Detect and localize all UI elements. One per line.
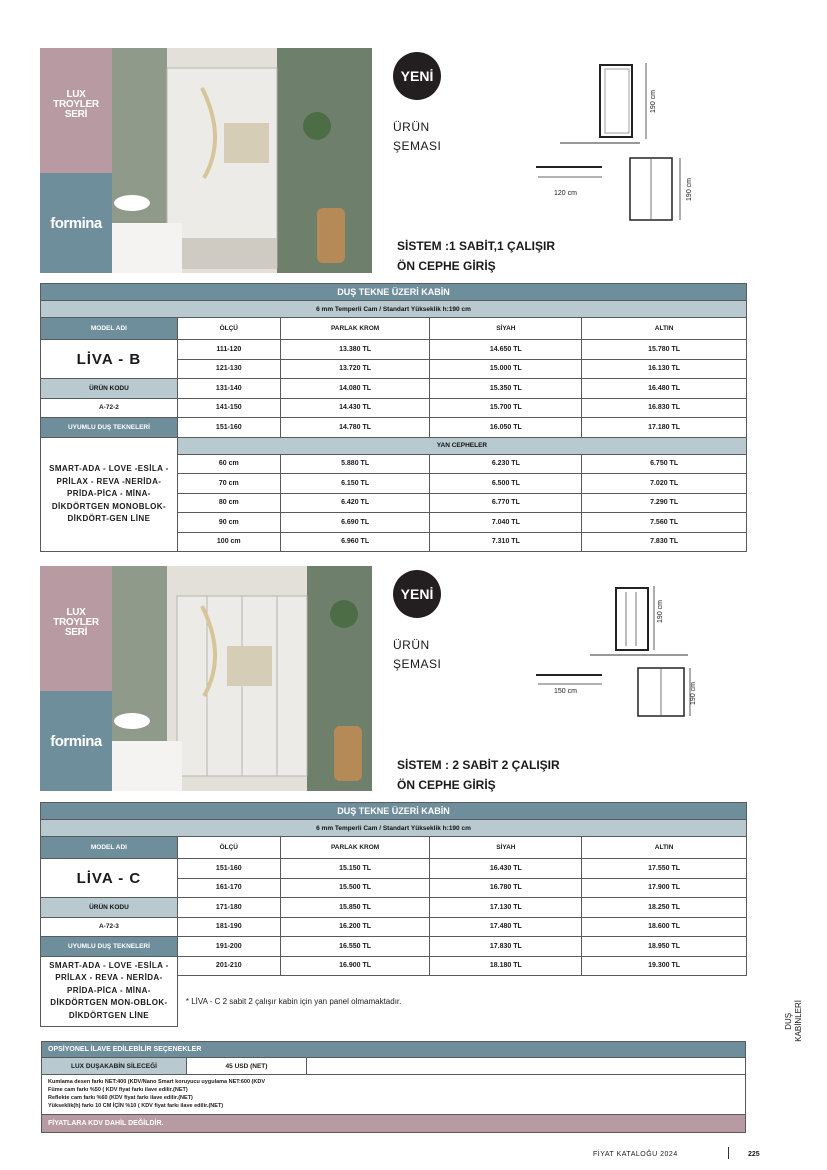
system-text: SİSTEM : 2 SABİT 2 ÇALIŞIR [397, 758, 560, 772]
price-cell: 14.430 TL [280, 398, 430, 418]
product-schema-diagram [530, 55, 700, 225]
option-line: Füme cam farkı %50 ( KDV fiyat farkı ilave edilir.(NET) [48, 1087, 188, 1093]
wiper-price: 45 USD (NET) [187, 1058, 307, 1074]
price-cell: 16.550 TL [280, 937, 430, 957]
series-label: LUX TROYLER SERİ [53, 607, 99, 638]
compatible-trays: SMART-ADA - LOVE -ESİLA - PRİLAX - REVA - NERİDA-PRİDA-PİCA - MİNA-DİKDÖRTGEN MON-OBLOK-DİKDÖRTGEN LİNE [41, 956, 178, 1026]
table-row [41, 859, 747, 879]
price-cell: 17.830 TL [430, 937, 582, 957]
table-row [41, 398, 747, 418]
size-cell: 80 cm [177, 493, 280, 513]
shower-photo-illustration [112, 48, 372, 273]
size-cell: 141-150 [177, 398, 280, 418]
price-cell: 6.230 TL [430, 454, 582, 474]
vat-note: FİYATLARA KDV DAHİL DEĞİLDİR. [41, 1115, 746, 1133]
price-cell: 14.080 TL [280, 379, 430, 399]
panel-note: * LİVA - C 2 sabit 2 çalışır kabin için yan panel olmamaktadır. [177, 976, 746, 1026]
size-cell: 60 cm [177, 454, 280, 474]
price-cell: 17.900 TL [582, 878, 747, 898]
brand-panel [40, 691, 112, 791]
compat-label: UYUMLU DUŞ TEKNELERİ [41, 418, 178, 438]
page-number: 225 [748, 1151, 760, 1158]
price-cell: 17.180 TL [582, 418, 747, 438]
shower-photo-illustration [112, 566, 372, 791]
size-cell: 90 cm [177, 513, 280, 533]
price-cell: 17.130 TL [430, 898, 582, 918]
wiper-label: LUX DUŞAKABİN SİLECEĞİ [42, 1058, 187, 1074]
series-panel [40, 566, 112, 691]
price-cell: 7.290 TL [582, 493, 747, 513]
price-cell: 16.480 TL [582, 379, 747, 399]
dim-width: 120 cm [554, 190, 577, 197]
size-cell: 151-160 [177, 859, 280, 879]
price-cell: 7.040 TL [430, 513, 582, 533]
price-cell: 7.020 TL [582, 474, 747, 494]
entry-text: ÖN CEPHE GİRİŞ [397, 259, 496, 273]
header-gold: ALTIN [582, 837, 747, 859]
price-cell: 14.780 TL [280, 418, 430, 438]
size-cell: 181-190 [177, 917, 280, 937]
table-row [41, 898, 747, 918]
table-row [41, 379, 747, 399]
new-badge: YENİ [393, 52, 441, 100]
price-cell: 7.310 TL [430, 532, 582, 552]
table-title: DUŞ TEKNE ÜZERİ KABİN [41, 803, 747, 820]
option-line: Kumlama desen farkı NET:400 (KDV/Nano Smart koruyucu uygulama NET:600 (KDV [48, 1079, 266, 1085]
system-text: SİSTEM :1 SABİT,1 ÇALIŞIR [397, 239, 556, 253]
price-cell: 18.950 TL [582, 937, 747, 957]
schema-title: ÜRÜN ŞEMASI [393, 638, 442, 671]
size-cell: 100 cm [177, 532, 280, 552]
entry-text: ÖN CEPHE GİRİŞ [397, 778, 496, 792]
series-label: LUX TROYLER SERİ [53, 89, 99, 120]
header-chrome: PARLAK KROM [280, 318, 430, 340]
price-cell: 16.200 TL [280, 917, 430, 937]
price-cell: 16.130 TL [582, 359, 747, 379]
price-table-1 [40, 283, 747, 552]
header-black: SİYAH [430, 837, 582, 859]
price-cell: 15.000 TL [430, 359, 582, 379]
size-cell: 191-200 [177, 937, 280, 957]
series-panel [40, 48, 112, 173]
price-cell: 6.960 TL [280, 532, 430, 552]
options-title: OPSİYONEL İLAVE EDİLEBİLİR SEÇENEKLER [41, 1041, 746, 1058]
header-gold: ALTIN [582, 318, 747, 340]
table-subtitle: 6 mm Temperli Cam / Standart Yükseklik h:190 cm [41, 301, 747, 318]
price-cell: 7.560 TL [582, 513, 747, 533]
price-cell: 15.150 TL [280, 859, 430, 879]
price-cell: 17.480 TL [430, 917, 582, 937]
model-name: LİVA - B [41, 340, 178, 379]
header-size: ÖLÇÜ [177, 837, 280, 859]
dim-height: 190 cm [657, 600, 664, 623]
price-cell: 7.830 TL [582, 532, 747, 552]
options-details [41, 1075, 746, 1115]
product-photo [112, 48, 372, 273]
price-cell: 18.600 TL [582, 917, 747, 937]
price-cell: 13.720 TL [280, 359, 430, 379]
price-cell: 6.770 TL [430, 493, 582, 513]
table-row [41, 418, 747, 438]
dim-width: 150 cm [554, 688, 577, 695]
compat-label: UYUMLU DUŞ TEKNELERİ [41, 937, 178, 957]
price-cell: 6.150 TL [280, 474, 430, 494]
price-cell: 16.830 TL [582, 398, 747, 418]
header-size: ÖLÇÜ [177, 318, 280, 340]
price-cell: 15.500 TL [280, 878, 430, 898]
price-cell: 6.750 TL [582, 454, 747, 474]
price-cell: 6.420 TL [280, 493, 430, 513]
product-code: A-72-2 [41, 398, 178, 418]
price-cell: 6.690 TL [280, 513, 430, 533]
size-cell: 161-170 [177, 878, 280, 898]
price-cell: 15.700 TL [430, 398, 582, 418]
product-schema-diagram [530, 580, 700, 730]
dim-height-2: 190 cm [690, 682, 697, 705]
header-black: SİYAH [430, 318, 582, 340]
size-cell: 171-180 [177, 898, 280, 918]
new-badge: YENİ [393, 570, 441, 618]
side-panels-title: YAN CEPHELER [177, 437, 746, 454]
product-code: A-72-3 [41, 917, 178, 937]
price-cell: 15.350 TL [430, 379, 582, 399]
header-model: MODEL ADI [41, 318, 178, 340]
price-cell: 18.180 TL [430, 956, 582, 976]
product-photo [112, 566, 372, 791]
schema-title: ÜRÜN ŞEMASI [393, 120, 442, 153]
code-label: ÜRÜN KODU [41, 379, 178, 399]
size-cell: 201-210 [177, 956, 280, 976]
price-cell: 19.300 TL [582, 956, 747, 976]
price-cell: 17.550 TL [582, 859, 747, 879]
table-row [41, 340, 747, 360]
size-cell: 151-160 [177, 418, 280, 438]
table-title: DUŞ TEKNE ÜZERİ KABİN [41, 284, 747, 301]
table-row [41, 956, 747, 976]
model-name: LİVA - C [41, 859, 178, 898]
dim-height: 190 cm [650, 90, 657, 113]
price-cell: 16.780 TL [430, 878, 582, 898]
table-row [41, 937, 747, 957]
size-cell: 70 cm [177, 474, 280, 494]
size-cell: 121-130 [177, 359, 280, 379]
size-cell: 131-140 [177, 379, 280, 399]
code-label: ÜRÜN KODU [41, 898, 178, 918]
header-model: MODEL ADI [41, 837, 178, 859]
price-cell: 5.880 TL [280, 454, 430, 474]
price-cell: 14.650 TL [430, 340, 582, 360]
compatible-trays: SMART-ADA - LOVE -ESİLA - PRİLAX - REVA -NERİDA-PRİDA-PİCA - MİNA-DİKDÖRTGEN MONOBLOK-DİKDÖRT-GEN LİNE [41, 437, 178, 552]
brand-logo: formina [50, 732, 102, 750]
price-cell: 18.250 TL [582, 898, 747, 918]
footer-divider [728, 1147, 729, 1159]
price-table-2 [40, 802, 747, 1027]
options-item-row [41, 1058, 746, 1075]
table-row [41, 917, 747, 937]
price-cell: 6.500 TL [430, 474, 582, 494]
dim-height-2: 190 cm [686, 178, 693, 201]
brand-panel [40, 173, 112, 273]
footer-catalog: FİYAT KATALOĞU 2024 [593, 1151, 678, 1158]
brand-logo: formina [50, 214, 102, 232]
price-cell: 16.050 TL [430, 418, 582, 438]
price-cell: 15.780 TL [582, 340, 747, 360]
header-chrome: PARLAK KROM [280, 837, 430, 859]
price-cell: 16.430 TL [430, 859, 582, 879]
price-cell: 15.850 TL [280, 898, 430, 918]
size-cell: 111-120 [177, 340, 280, 360]
price-cell: 16.900 TL [280, 956, 430, 976]
price-cell: 13.380 TL [280, 340, 430, 360]
category-label: DUŞ KABİNLERİ [784, 1000, 803, 1042]
table-subtitle: 6 mm Temperli Cam / Standart Yükseklik h:190 cm [41, 820, 747, 837]
option-line: Yükseklik(h) farkı 10 CM İÇİN %10 ( KDV fiyat farkı ilave edilir.(NET) [48, 1103, 224, 1109]
option-line: Reflekte cam farkı %60 (KDV fiyat farkı ilave edilir.(NET) [48, 1095, 193, 1101]
